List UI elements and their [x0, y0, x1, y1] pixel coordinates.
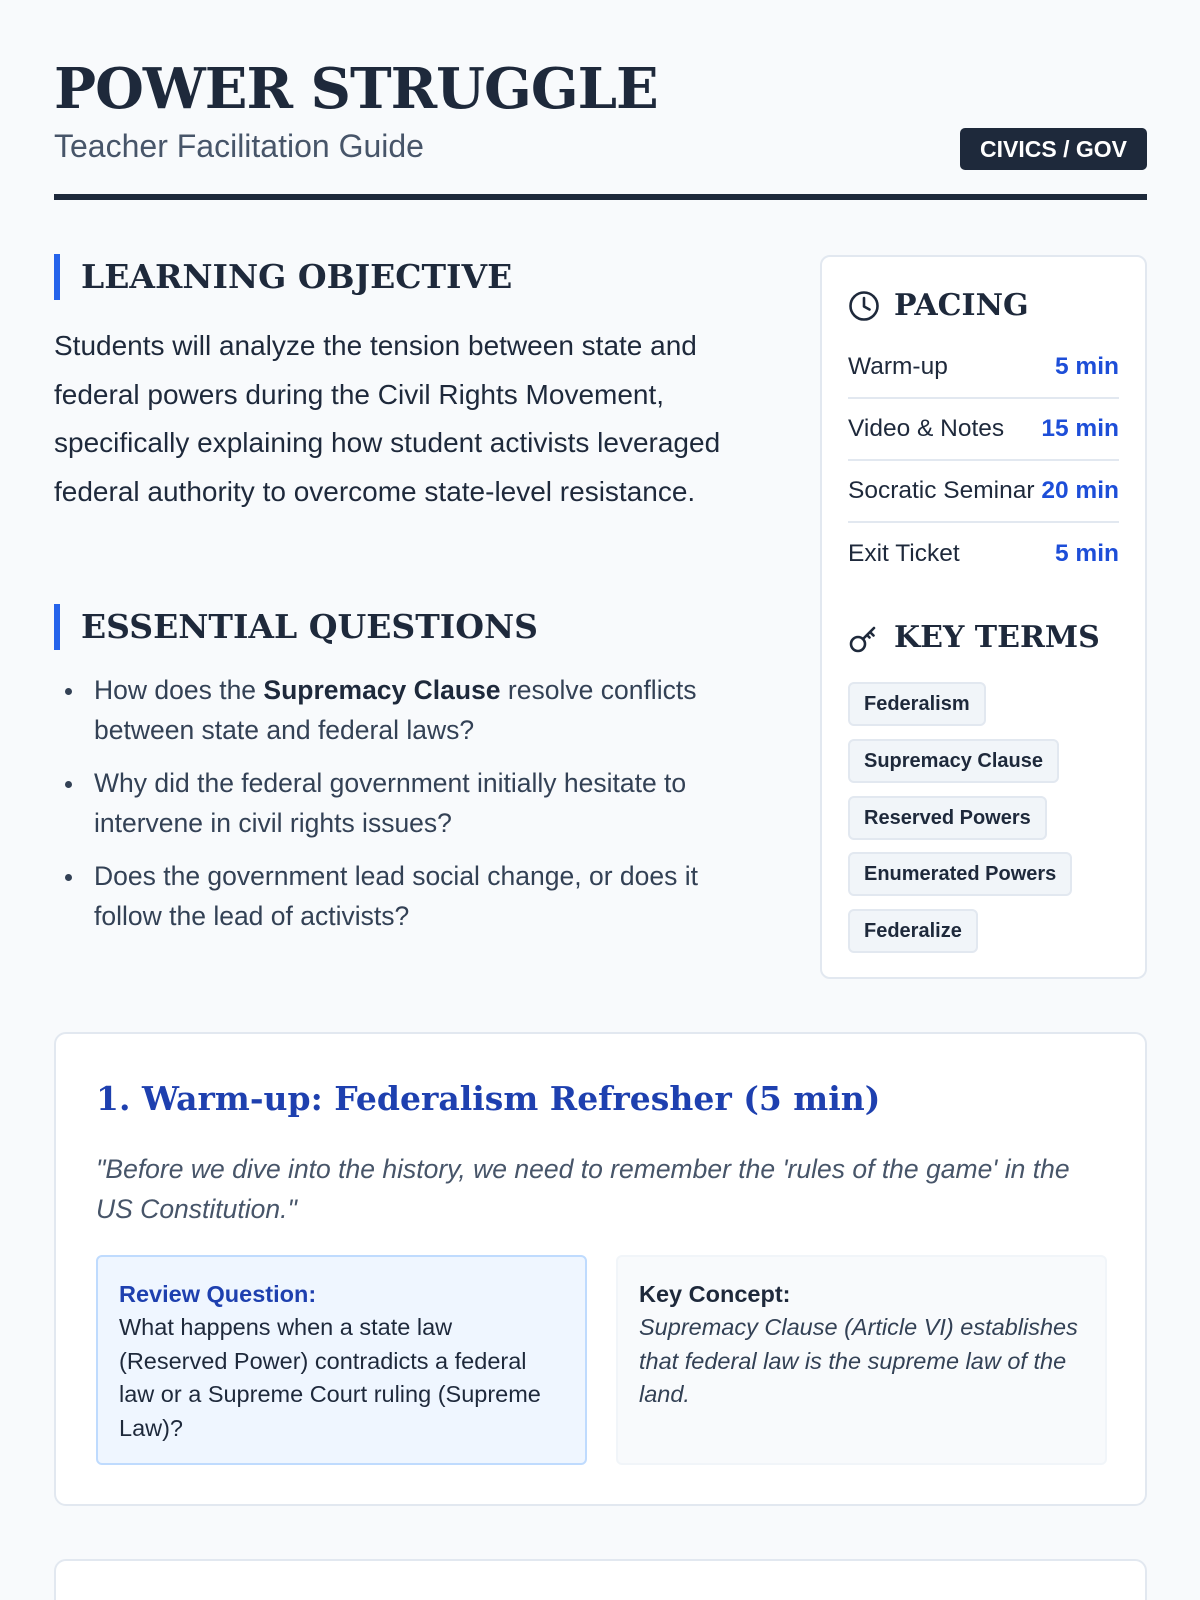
warmup-title: 1. Warm-up: Federalism Refresher (5 min)	[96, 1079, 881, 1118]
pacing-row	[848, 461, 1119, 523]
key-concept-label: Key Concept:	[639, 1281, 791, 1307]
pacing-heading	[848, 288, 1029, 323]
learning-objective-text: Students will analyze the tension between state and federal powers during the Civil Rights Movement, specifically explaining how student activists leveraged federal authority to overcome state-level resistance.	[54, 330, 721, 507]
essential-questions-heading: ESSENTIAL QUESTIONS	[54, 604, 538, 650]
question-item	[54, 670, 764, 750]
pacing-row	[848, 337, 1119, 399]
pacing-label: Exit Ticket	[848, 540, 960, 567]
pacing-duration: 15 min	[1041, 415, 1119, 442]
review-question-box	[96, 1255, 587, 1465]
review-question-label: Review Question:	[119, 1281, 317, 1307]
question-item	[54, 856, 764, 936]
question-text: How does the	[94, 675, 264, 705]
page-subtitle: Teacher Facilitation Guide	[54, 128, 424, 164]
key-concept-text: Supremacy Clause (Article VI) establishes that federal law is the supreme law of the land.	[639, 1314, 1078, 1407]
pacing-label: Video & Notes	[848, 415, 1005, 442]
key-term-tag: Federalize	[848, 909, 978, 953]
subject-badge: CIVICS / GOV	[960, 128, 1147, 170]
pacing-heading-label: PACING	[894, 288, 1029, 323]
question-text: Why did the federal government initially hesitate to intervene in civil rights issues?	[94, 768, 687, 838]
pacing-label: Warm-up	[848, 353, 948, 380]
next-section-card	[54, 1559, 1147, 1600]
key-terms-heading	[848, 620, 1100, 655]
pacing-label: Socratic Seminar	[848, 477, 1035, 504]
pacing-duration: 5 min	[1055, 540, 1119, 567]
learning-objective-heading: LEARNING OBJECTIVE	[54, 254, 512, 300]
pacing-row	[848, 523, 1119, 585]
sidebar-panel	[820, 255, 1147, 979]
pacing-duration: 5 min	[1055, 353, 1119, 380]
essential-questions-list	[54, 670, 764, 949]
key-term-tag: Reserved Powers	[848, 796, 1047, 840]
page-title: POWER STRUGGLE	[54, 56, 658, 122]
warmup-card	[54, 1032, 1147, 1506]
key-term-tag: Enumerated Powers	[848, 852, 1072, 896]
warmup-quote: "Before we dive into the history, we need to remember the 'rules of the game' in the US Constitution."	[96, 1154, 1070, 1224]
question-text: resolve conflicts between state and federal laws?	[94, 675, 697, 745]
question-emphasis: Supremacy Clause	[263, 675, 501, 705]
review-question-text: What happens when a state law (Reserved Power) contradicts a federal law or a Supreme Court ruling (Supreme Law)?	[119, 1314, 541, 1441]
key-concept-box	[616, 1255, 1107, 1465]
key-term-tag: Federalism	[848, 682, 986, 726]
clock-icon	[848, 290, 880, 322]
pacing-row	[848, 399, 1119, 461]
question-item	[54, 763, 764, 843]
key-terms-heading-label: KEY TERMS	[894, 620, 1100, 655]
pacing-duration: 20 min	[1041, 477, 1119, 504]
page-header	[54, 58, 1147, 200]
key-icon	[848, 622, 880, 654]
question-text: Does the government lead social change, or does it follow the lead of activists?	[94, 861, 698, 931]
key-term-tag: Supremacy Clause	[848, 739, 1059, 783]
